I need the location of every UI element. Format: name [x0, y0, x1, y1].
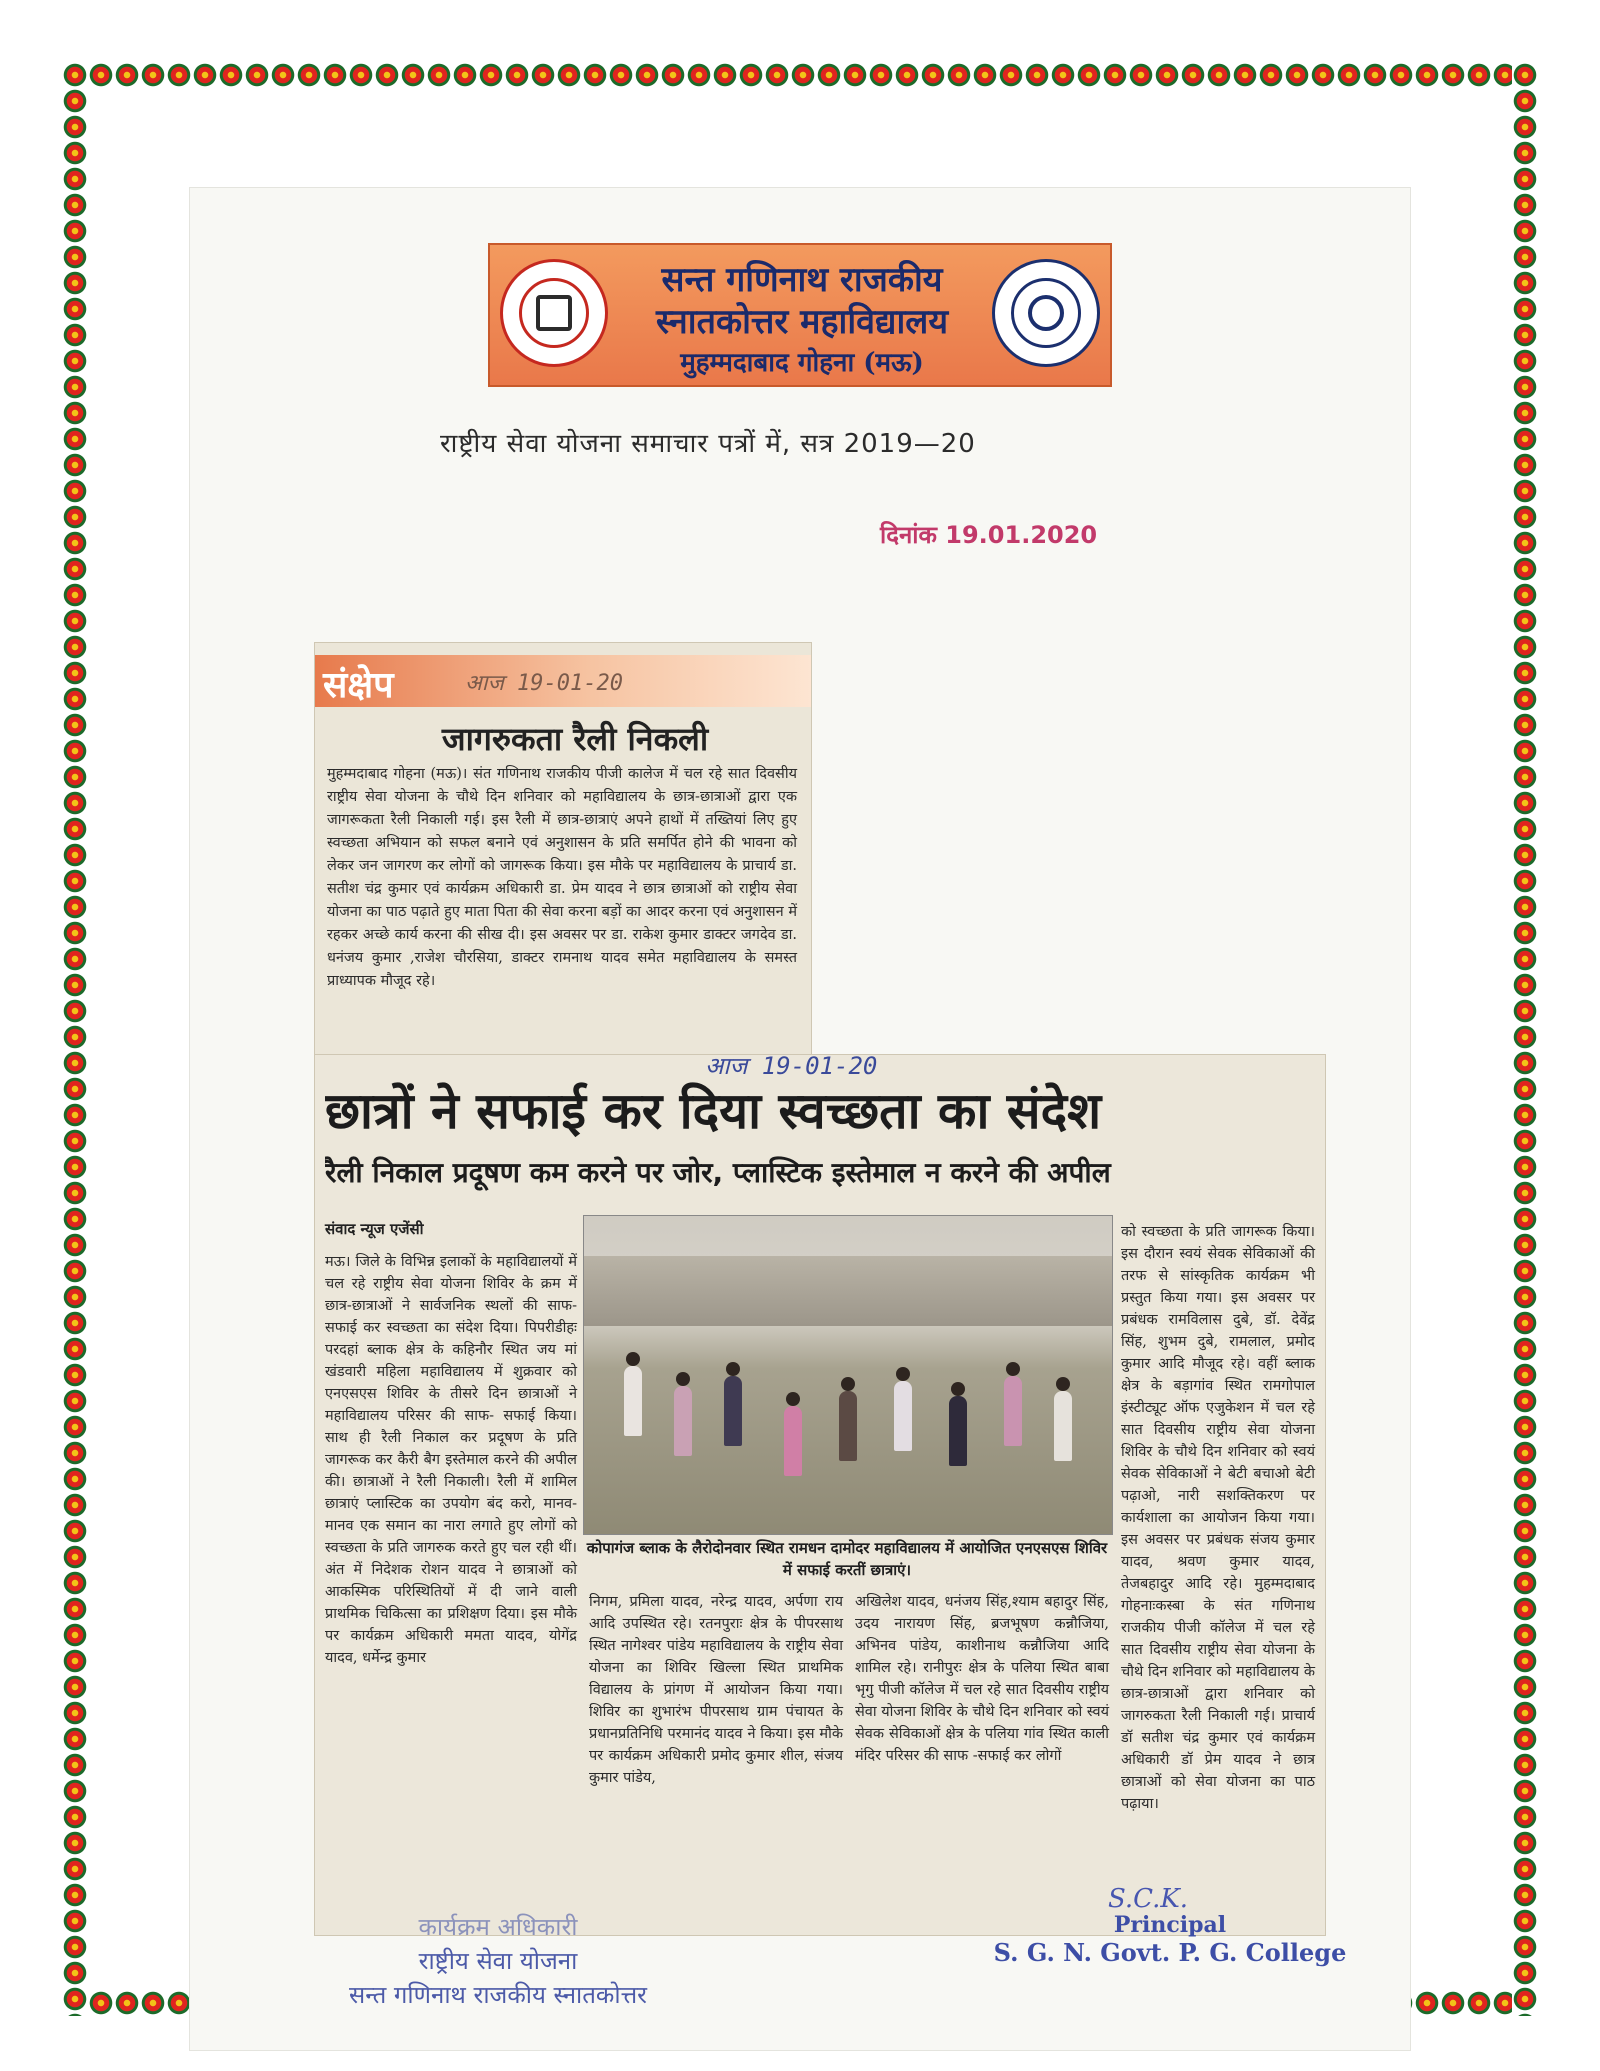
clipping-2-headline: छात्रों ने सफाई कर दिया स्वच्छता का संदेश [325, 1081, 1102, 1140]
stamp-line-2: राष्ट्रीय सेवा योजना [418, 1947, 578, 1975]
banner-line-1: सन्त गणिनाथ राजकीय [661, 260, 943, 300]
page-subtitle: राष्ट्रीय सेवा योजना समाचार पत्रों में, सत्र 2019—20 [440, 429, 976, 459]
handwritten-date: आज 19-01-20 [705, 1052, 878, 1080]
article-column-1: मऊ। जिले के विभिन्न इलाकों के महाविद्यालयों में चल रहे राष्ट्रीय सेवा योजना शिविर के क्रम में छात्र-छात्राओं ने सार्वजनिक स्थलों की साफ-सफाई कर स्वच्छता का संदेश दिया। पिपरीडीहः परदहां ब्लाक क्षेत्र के कहिनौर स्थित जय मां खंडवारी महिला महाविद्यालय में शुक्रवार को एनएसएस शिविर के तीसरे दिन छात्राओं ने महाविद्यालय परिसर की साफ- सफाई किया। साथ ही रैली निकाल कर प्रदूषण के प्रति जागरूक कर कैरी बैग इस्तेमाल करने की अपील की। छात्राओं ने रैली निकाली। रैली में शामिल छात्राएं प्लास्टिक का उपयोग बंद करो, मानव-मानव एक समान का नारा लगाते हुए लोगों को स्वच्छता के प्रति जागरुक करते हुए चल रही थीं। अंत में निदेशक रोशन यादव ने छात्राओं को आकस्मिक परिस्थितियों में दी जाने वाली प्राथमिक चिकित्सा का प्रशिक्षण दिया। इस मौके पर कार्यक्रम अधिकारी ममता यादव, योगेंद्र यादव, धर्मेन्द्र कुमार [325, 1254, 577, 1666]
photo-caption: कोपागंज ब्लाक के लैरोदोनवार स्थित रामधन दामोदर महाविद्यालय में आयोजित एनएसएस शिविर में सफाई करतीं छात्राएं। [586, 1539, 1108, 1579]
program-officer-stamp [318, 1910, 678, 2012]
college-banner [488, 243, 1112, 387]
banner-line-2: स्नातकोत्तर महाविद्यालय [655, 302, 949, 342]
principal-title: Principal [1113, 1912, 1227, 1938]
up-govt-emblem-icon [500, 259, 608, 367]
banner-line-3: मुहम्मदाबाद गोहना (मऊ) [680, 348, 924, 378]
news-clipping-1 [314, 642, 812, 1058]
floral-border-left [62, 62, 88, 2016]
article-column-2: निगम, प्रमिला यादव, नरेन्द्र यादव, अर्पणा राय आदि उपस्थित रहे। रतनपुराः क्षेत्र के पीपरसाथ स्थित नागेश्वर पांडेय महाविद्यालय के राष्ट्रीय सेवा योजना का शिविर खिल्ला स्थित प्राथमिक विद्यालय के प्रांगण में आयोजन किया गया। शिविर का शुभारंभ पीपरसाथ ग्राम पंचायत के प्रधानप्रतिनिधि परमानंद यादव ने किया। इस मौके पर कार्यक्रम अधिकारी प्रमोद कुमार शील, संजय कुमार पांडेय, [589, 1594, 843, 1786]
article-column-4: को स्वच्छता के प्रति जागरूक किया। इस दौरान स्वयं सेवक सेविकाओं की तरफ से सांस्कृतिक कार्यक्रम भी प्रस्तुत किया गया। इस अवसर पर प्रबंधक रामविलास दुबे, डॉ. देवेंद्र सिंह, शुभम दुबे, रामलाल, प्रमोद कुमार आदि मौजूद रहे। वहीं ब्लाक क्षेत्र के बड़ागांव स्थित रामगोपाल इंस्टीट्यूट ऑफ एजुकेशन में चल रहे सात दिवसीय राष्ट्रीय सेवा योजना शिविर के चौथे दिन शनिवार को स्वयं सेवक सेविकाओं ने बेटी बचाओ बेटी पढ़ाओ, नारी सशक्तिकरण पर कार्यशाला का आयोजन किया गया। इस अवसर पर प्रबंधक संजय कुमार यादव, श्रवण कुमार यादव, तेजबहादुर आदि रहे। मुहम्मदाबाद गोहनाःकस्बा के संत गणिनाथ राजकीय पीजी कॉलेज में चल रहे सात दिवसीय राष्ट्रीय सेवा योजना के चौथे दिन शनिवार को महाविद्यालय के छात्र-छात्राओं द्वारा शनिवार को जागरुकता रैली निकाली गई। प्राचार्य डॉ सतीश चंद्र कुमार एवं कार्यक्रम अधिकारी डॉ प्रेम यादव ने छात्र छात्राओं को सेवा योजना का पाठ पढ़ाया। [1121, 1224, 1315, 1812]
principal-stamp [990, 1912, 1350, 1968]
clipping-section-bar [315, 655, 811, 707]
clipping-2-subheadline: रैली निकाल प्रदूषण कम करने पर जोर, प्लास्टिक इस्तेमाल न करने की अपील [325, 1156, 1111, 1189]
article-column-3: अखिलेश यादव, धनंजय सिंह,श्याम बहादुर सिंह, उदय नारायण सिंह, ब्रजभूषण कन्नौजिया, अभिनव पांडेय, काशीनाथ कन्नौजिया आदि शामिल रहे। रानीपुरः क्षेत्र के पलिया स्थित बाबा भृगु पीजी कॉलेज में चल रहे सात दिवसीय राष्ट्रीय सेवा योजना शिविर के चौथे दिन शनिवार को स्वयं सेवक सेविकाओं क्षेत्र के पलिया गांव स्थित काली मंदिर परिसर की साफ -सफाई कर लोगों [855, 1594, 1109, 1764]
news-photo [583, 1215, 1113, 1535]
news-clipping-2 [314, 1054, 1326, 1936]
floral-border-right [1512, 62, 1538, 2016]
byline: संवाद न्यूज एजेंसी [325, 1220, 424, 1238]
handwritten-date: आज 19-01-20 [465, 671, 624, 696]
principal-signature: S.C.K. [1108, 1884, 1189, 1914]
date-line: दिनांक 19.01.2020 [880, 521, 1098, 549]
floral-border-top [62, 62, 1538, 88]
clipping-1-body: मुहम्मदाबाद गोहना (मऊ)। संत गणिनाथ राजकीय पीजी कालेज में चल रहे सात दिवसीय राष्ट्रीय सेवा योजना के चौथे दिन शनिवार को महाविद्यालय के छात्र-छात्राओं द्वारा एक जागरूकता रैली निकाली गई। इस रैली में छात्र-छात्राएं अपने हाथों में तख्तियां लिए हुए स्वच्छता अभियान को सफल बनाने एवं अनुशासन के प्रति समर्पित होने की भावना को लेकर जन जागरण कर लोगों को जागरूक किया। इस मौके पर महाविद्यालय के प्राचार्य डा. सतीश चंद्र कुमार एवं कार्यक्रम अधिकारी डा. प्रेम यादव ने छात्र छात्राओं को राष्ट्रीय सेवा योजना का पाठ पढ़ाते हुए माता पिता की सेवा करना बड़ों का आदर करना एवं अनुशासन में रहकर अच्छे कार्य करना की सीख दी। इस अवसर पर डा. राकेश कुमार डाक्टर जगदेव डा. धनंजय कुमार ,राजेश चौरसिया, डाक्टर रामनाथ यादव समेत महाविद्यालय के समस्त प्राध्यापक मौजूद रहे। [327, 766, 797, 989]
clipping-1-headline: जागरुकता रैली निकली [441, 720, 709, 758]
stamp-line-3: सन्त गणिनाथ राजकीय स्नातकोत्तर [349, 1981, 647, 2009]
stamp-line-1: कार्यक्रम अधिकारी [418, 1913, 578, 1941]
section-tag: संक्षेप [323, 664, 394, 706]
college-name-en: S. G. N. Govt. P. G. College [993, 1938, 1347, 1967]
nss-wheel-logo-icon [992, 259, 1100, 367]
